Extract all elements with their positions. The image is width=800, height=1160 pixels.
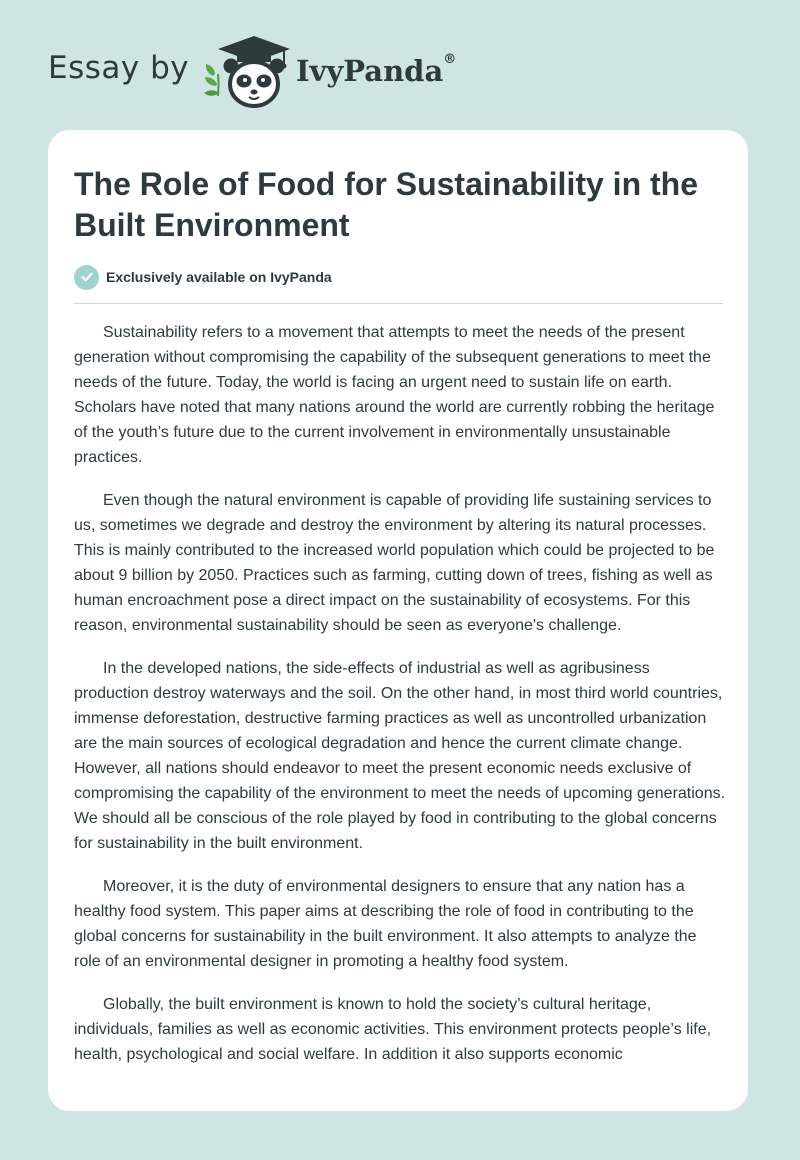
paragraph: Sustainability refers to a movement that attempts to meet the needs of the present generation without compromising the capability of the subsequent generations to meet the needs of the future. Today, the world is facing an urgent need to sustain life on earth. Scholars have noted that many nations around the world are currently robbing the heritage of the youth’s future due to the current involvement in environmentally unsustainable practices. [74, 324, 715, 466]
essay-by-label: Essay by [48, 50, 190, 86]
panda-graduate-icon[interactable] [200, 34, 294, 110]
paragraph: Even though the natural environment is capable of providing life sustaining services to us, sometimes we degrade and destroy the environment by altering its natural processes. This is mainly contributed to the increased world population which could be projected to be about 9 billion by 2050. Practices such as farming, cutting down of trees, fishing as well as human encroachment pose a direct impact on the sustainability of ecosystems. For this reason, environmental sustainability should be seen as everyone's challenge. [74, 492, 715, 634]
paragraph: In the developed nations, the side-effects of industrial as well as agribusiness production destroy waterways and the soil. On the other hand, in most third world countries, immense deforestation, destructive farming practices as well as uncontrolled urbanization are the main sources of ecological degradation and hence the current climate change. However, all nations should endeavor to meet the present economic needs exclusive of compromising the capability of the environment to meet the needs of upcoming generations. We should all be conscious of the role played by food in contributing to the global concerns for sustainability in the built environment. [74, 660, 726, 852]
divider [74, 303, 723, 304]
essay-card [48, 130, 748, 1111]
essay-body [74, 320, 726, 1085]
check-circle-icon [74, 265, 99, 290]
brand-logo[interactable] [296, 54, 456, 88]
exclusive-label: Exclusively available on IvyPanda [106, 269, 332, 285]
paragraph: Globally, the built environment is known to hold the society’s cultural heritage, individuals, families as well as economic activities. This environment protects people’s life, health, psychological and social welfare. In addition it also supports economic [74, 996, 712, 1063]
registered-mark: ® [443, 52, 457, 67]
brand-name: IvyPanda [296, 54, 444, 88]
site-header [48, 34, 508, 110]
exclusive-badge [74, 264, 332, 290]
paragraph: Moreover, it is the duty of environmental designers to ensure that any nation has a healthy food system. This paper aims at describing the role of food in contributing to the global concerns for sustainability in the built environment. It also attempts to analyze the role of an environmental designer in promoting a healthy food system. [74, 878, 697, 970]
page-title: The Role of Food for Sustainability in the Built Environment [74, 166, 698, 243]
